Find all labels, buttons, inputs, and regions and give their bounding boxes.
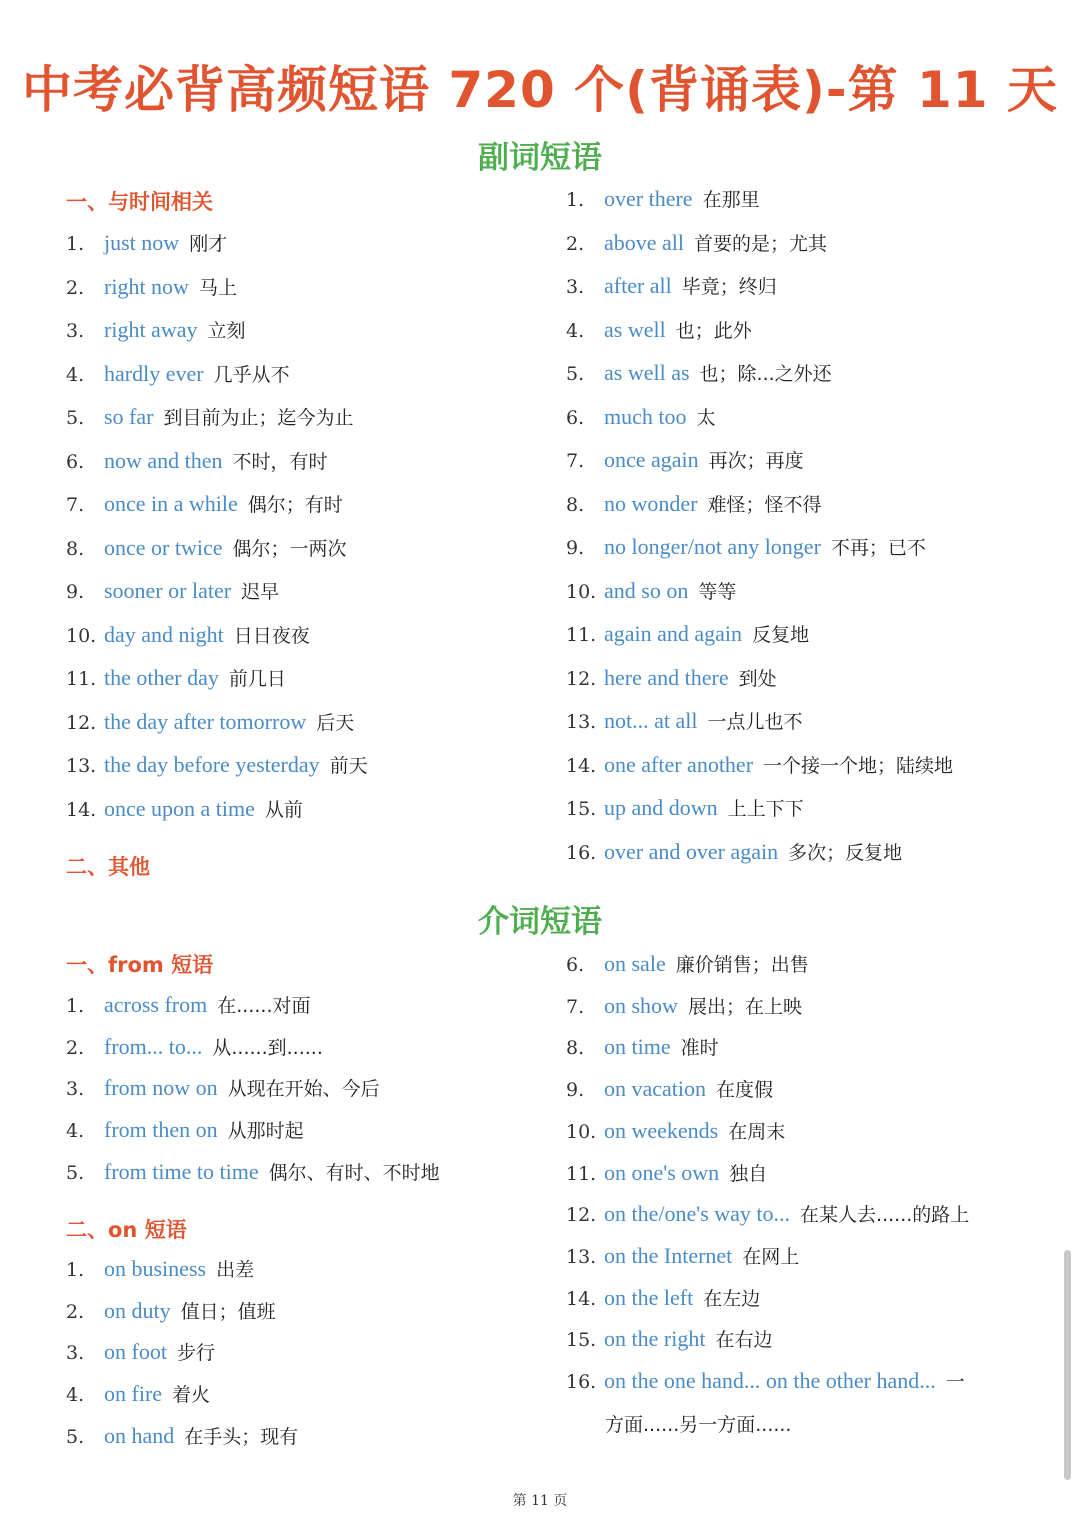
item-number: 6.	[566, 406, 585, 429]
english-phrase: once or twice	[104, 534, 223, 560]
english-phrase: the day after tomorrow	[104, 708, 307, 734]
page-title: 中考必背高频短语 720 个(背诵表)-第 11 天	[21, 61, 1059, 119]
chinese-meaning: 从......到......	[212, 1036, 323, 1059]
english-phrase: right away	[104, 317, 198, 342]
english-phrase: on duty	[104, 1297, 171, 1323]
list-item	[66, 990, 311, 1020]
chinese-meaning: 毕竟；终归	[681, 276, 777, 298]
item-number: 15.	[566, 1329, 597, 1352]
chinese-meaning: 不再；已不	[830, 537, 926, 559]
english-phrase: once in a while	[104, 491, 238, 516]
list-item	[66, 402, 354, 432]
list-item	[566, 489, 822, 519]
chinese-meaning: 独自	[729, 1162, 768, 1185]
chinese-meaning: 在手头；现有	[184, 1425, 299, 1448]
english-phrase: across from	[104, 992, 208, 1017]
item-number: 14.	[66, 798, 97, 821]
list-item	[66, 1032, 323, 1062]
english-phrase: now and then	[104, 447, 223, 473]
english-phrase: on sale	[604, 951, 666, 976]
english-phrase: on show	[604, 992, 678, 1018]
chinese-meaning: 在那里	[702, 189, 760, 211]
chinese-meaning: 反复地	[752, 624, 810, 646]
item-number: 10.	[66, 624, 97, 647]
english-phrase: on the one hand... on the other hand...	[604, 1368, 936, 1393]
chinese-meaning: 马上	[198, 276, 237, 299]
chinese-meaning: 偶尔、有时、不时地	[268, 1161, 440, 1184]
list-item	[66, 1115, 304, 1145]
list-item	[566, 271, 777, 301]
chinese-meaning: 一	[945, 1371, 965, 1393]
list-item	[566, 663, 777, 693]
english-phrase: here and there	[604, 664, 729, 690]
list-item	[566, 1116, 785, 1146]
english-phrase: on one's own	[604, 1159, 720, 1185]
item-number: 2.	[66, 276, 85, 299]
english-phrase: from then on	[104, 1117, 218, 1143]
list-item	[66, 1157, 440, 1187]
item-number: 7.	[566, 450, 585, 472]
prep-item-16-continuation: 方面......另一方面......	[605, 1414, 792, 1436]
chinese-meaning: 一个接一个地；陆续地	[763, 754, 954, 777]
english-phrase: on foot	[104, 1339, 167, 1365]
english-phrase: on the/one's way to...	[604, 1201, 791, 1227]
english-phrase: over there	[604, 186, 693, 211]
item-number: 4.	[66, 1120, 85, 1143]
english-phrase: on fire	[104, 1381, 163, 1407]
chinese-meaning: 也；此外	[675, 319, 752, 342]
chinese-meaning: 在左边	[703, 1287, 761, 1310]
list-item	[66, 707, 354, 737]
english-phrase: again and again	[604, 621, 743, 646]
english-phrase: right now	[104, 273, 189, 299]
list-item	[66, 576, 279, 606]
list-item	[566, 793, 804, 823]
english-phrase: much too	[604, 403, 687, 429]
item-number: 10.	[566, 1120, 597, 1143]
english-phrase: no wonder	[604, 490, 698, 516]
item-number: 7.	[66, 494, 85, 516]
english-phrase: on business	[104, 1256, 207, 1281]
english-phrase: just now	[104, 230, 180, 255]
list-item	[566, 184, 760, 214]
chinese-meaning: 迟早	[241, 581, 280, 603]
page-footer: 第 11 页	[512, 1493, 568, 1509]
item-number: 6.	[66, 450, 85, 473]
item-number: 1.	[66, 1259, 85, 1281]
chinese-meaning: 在右边	[715, 1329, 773, 1352]
item-number: 16.	[566, 841, 597, 864]
english-phrase: from... to...	[104, 1033, 203, 1059]
item-number: 6.	[566, 954, 585, 976]
item-number: 5.	[66, 1425, 85, 1448]
item-number: 5.	[566, 363, 585, 385]
item-number: 14.	[566, 1287, 597, 1310]
chinese-meaning: 前天	[329, 755, 368, 777]
chinese-meaning: 日日夜夜	[233, 624, 310, 647]
list-item	[66, 663, 286, 693]
list-item	[566, 1324, 772, 1354]
chinese-meaning: 在周末	[728, 1120, 786, 1143]
english-phrase: day and night	[104, 621, 224, 647]
english-phrase: hardly ever	[104, 360, 204, 386]
chinese-meaning: 不时，有时	[232, 450, 328, 473]
chinese-meaning: 偶尔；有时	[247, 494, 343, 516]
list-item	[66, 489, 343, 519]
english-phrase: on time	[604, 1034, 671, 1060]
english-phrase: from time to time	[104, 1158, 259, 1184]
english-phrase: after all	[604, 273, 672, 298]
scrollbar-thumb[interactable]	[1064, 1250, 1071, 1480]
item-number: 3.	[566, 276, 585, 298]
subheading-from: 一、from 短语	[66, 953, 214, 977]
chinese-meaning: 再次；再度	[708, 450, 804, 472]
item-number: 12.	[566, 1204, 597, 1227]
chinese-meaning: 准时	[680, 1037, 719, 1060]
chinese-meaning: 立刻	[207, 320, 246, 342]
item-number: 14.	[566, 754, 597, 777]
item-number: 8.	[566, 1037, 585, 1060]
item-number: 1.	[66, 995, 85, 1017]
english-phrase: on the Internet	[604, 1242, 733, 1268]
list-item	[66, 533, 347, 563]
item-number: 9.	[566, 1079, 585, 1102]
item-number: 1.	[566, 189, 585, 211]
chinese-meaning: 几乎从不	[213, 363, 290, 386]
list-item	[566, 619, 809, 649]
item-number: 16.	[566, 1371, 597, 1393]
english-phrase: once upon a time	[104, 795, 255, 821]
english-phrase: one after another	[604, 751, 754, 777]
chinese-meaning: 从现在开始、今后	[227, 1078, 380, 1101]
subheading-other: 二、其他	[66, 855, 150, 879]
list-item	[566, 1074, 773, 1104]
english-phrase: the other day	[104, 665, 219, 690]
item-number: 8.	[66, 537, 85, 560]
chinese-meaning: 在某人去......的路上	[800, 1204, 970, 1227]
list-item	[566, 837, 902, 867]
english-phrase: no longer/not any longer	[604, 534, 821, 559]
english-phrase: on the left	[604, 1284, 694, 1310]
list-item	[566, 445, 804, 475]
list-item	[66, 1337, 215, 1367]
list-item	[566, 358, 832, 388]
english-phrase: on the right	[604, 1326, 706, 1352]
section-title-adverb: 副词短语	[478, 140, 602, 176]
english-phrase: over and over again	[604, 838, 779, 864]
chinese-meaning: 等等	[698, 580, 737, 603]
list-item	[66, 272, 237, 302]
list-item	[66, 315, 245, 345]
list-item	[66, 794, 303, 824]
list-item	[566, 1032, 719, 1062]
list-item	[566, 576, 736, 606]
list-item	[66, 446, 328, 476]
english-phrase: the day before yesterday	[104, 752, 320, 777]
chinese-meaning: 上上下下	[727, 798, 804, 820]
chinese-meaning: 从那时起	[227, 1120, 304, 1143]
list-item	[66, 359, 290, 389]
item-number: 11.	[66, 668, 97, 690]
english-phrase: as well	[604, 316, 666, 342]
item-number: 4.	[566, 319, 585, 342]
english-phrase: as well as	[604, 360, 690, 385]
item-number: 10.	[566, 580, 597, 603]
english-phrase: above all	[604, 229, 685, 255]
item-number: 12.	[566, 667, 597, 690]
chinese-meaning: 到目前为止；迄今为止	[163, 407, 354, 429]
english-phrase: on vacation	[604, 1076, 707, 1102]
chinese-meaning: 廉价销售；出售	[675, 954, 809, 976]
chinese-meaning: 后天	[316, 711, 355, 734]
chinese-meaning: 着火	[172, 1384, 211, 1407]
english-phrase: on hand	[104, 1422, 175, 1448]
list-item	[566, 1158, 767, 1188]
chinese-meaning: 在......对面	[217, 995, 311, 1017]
item-number: 8.	[566, 493, 585, 516]
chinese-meaning: 从前	[264, 798, 303, 821]
list-item	[566, 1366, 965, 1396]
list-item	[566, 1241, 799, 1271]
item-number: 13.	[566, 711, 597, 733]
list-item	[66, 1296, 276, 1326]
item-number: 5.	[66, 407, 85, 429]
chinese-meaning: 前几日	[228, 668, 286, 690]
chinese-meaning: 出差	[216, 1259, 255, 1281]
item-number: 2.	[566, 232, 585, 255]
item-number: 11.	[566, 1162, 597, 1185]
item-number: 11.	[566, 624, 597, 646]
chinese-meaning: 也；除...之外还	[699, 363, 832, 385]
item-number: 15.	[566, 798, 597, 820]
item-number: 3.	[66, 1078, 85, 1101]
item-number: 4.	[66, 1384, 85, 1407]
item-number: 13.	[66, 755, 97, 777]
item-number: 2.	[66, 1036, 85, 1059]
chinese-meaning: 一点儿也不	[707, 711, 803, 733]
chinese-meaning: 太	[696, 406, 716, 429]
list-item	[566, 402, 716, 432]
item-number: 9.	[566, 537, 585, 559]
list-item	[566, 949, 809, 979]
item-number: 3.	[66, 320, 85, 342]
list-item	[66, 620, 310, 650]
list-item	[566, 991, 802, 1021]
english-phrase: not... at all	[604, 708, 698, 733]
list-item	[66, 1254, 254, 1284]
item-number: 5.	[66, 1161, 85, 1184]
item-number: 7.	[566, 995, 585, 1018]
subheading-on: 二、on 短语	[66, 1218, 187, 1242]
chinese-meaning: 到处	[738, 667, 777, 690]
english-phrase: from now on	[104, 1075, 218, 1101]
chinese-meaning: 展出；在上映	[687, 995, 802, 1018]
list-item	[66, 1379, 210, 1409]
chinese-meaning: 多次；反复地	[788, 841, 903, 864]
list-item	[566, 532, 926, 562]
item-number: 12.	[66, 711, 97, 734]
english-phrase: up and down	[604, 795, 718, 820]
chinese-meaning: 步行	[176, 1342, 215, 1365]
english-phrase: so far	[104, 404, 154, 429]
chinese-meaning: 首要的是；尤其	[694, 232, 828, 255]
list-item	[66, 228, 227, 258]
chinese-meaning: 偶尔；一两次	[232, 537, 347, 560]
list-item	[566, 750, 953, 780]
list-item	[566, 1283, 760, 1313]
chinese-meaning: 值日；值班	[180, 1300, 276, 1323]
list-item	[66, 750, 368, 780]
english-phrase: sooner or later	[104, 578, 232, 603]
list-item	[566, 706, 803, 736]
chinese-meaning: 在度假	[716, 1079, 774, 1102]
section-title-prep: 介词短语	[478, 904, 602, 940]
english-phrase: once again	[604, 447, 699, 472]
list-item	[66, 1421, 298, 1451]
item-number: 1.	[66, 233, 85, 255]
item-number: 4.	[66, 363, 85, 386]
list-item	[566, 228, 827, 258]
english-phrase: and so on	[604, 577, 689, 603]
subheading-time: 一、与时间相关	[66, 190, 213, 214]
list-item	[566, 315, 752, 345]
chinese-meaning: 刚才	[189, 233, 228, 255]
chinese-meaning: 在网上	[742, 1245, 800, 1268]
english-phrase: on weekends	[604, 1117, 719, 1143]
item-number: 2.	[66, 1300, 85, 1323]
list-item	[66, 1073, 380, 1103]
item-number: 3.	[66, 1342, 85, 1365]
item-number: 13.	[566, 1245, 597, 1268]
item-number: 9.	[66, 581, 85, 603]
chinese-meaning: 难怪；怪不得	[707, 493, 822, 516]
list-item	[566, 1199, 969, 1229]
